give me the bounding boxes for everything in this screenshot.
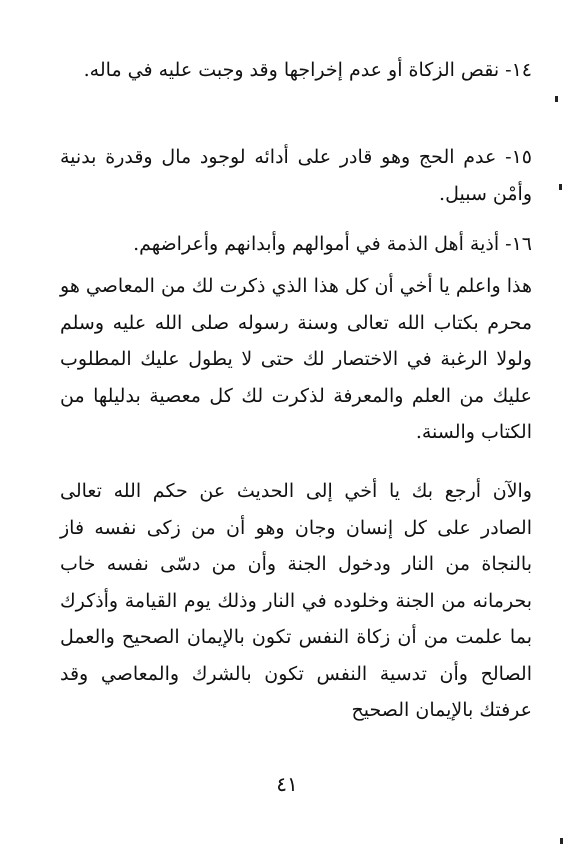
list-item: ١٦- أذية أهل الذمة في أموالهم وأبدانهم وأعراضهم. (133, 233, 532, 255)
page-number: ٤١ (276, 772, 298, 796)
list-item: ١٥- عدم الحج وهو قادر على أدائه لوجود مال وقدرة بدنية وأمْن سبيل. (60, 146, 532, 205)
body-paragraph: هذا واعلم يا أخي أن كل هذا الذي ذكرت لك من المعاصي هو محرم بكتاب الله تعالى وسنة رسوله صلى الله عليه وسلم ولولا الرغبة في الاختصار لك حتى لا يطول عليك المطلوب عليك من العلم والمعرفة لذكرت لك كل معصية بدليلها من الكتاب والسنة. (60, 275, 532, 443)
list-item: ١٤- نقص الزكاة أو عدم إخراجها وقد وجبت عليه في ماله. (83, 59, 532, 81)
margin-mark (560, 838, 563, 844)
margin-mark (555, 96, 558, 102)
body-paragraph: والآن أرجع بك يا أخي إلى الحديث عن حكم الله تعالى الصادر على كل إنسان وجان وهو أن من زكى نفسه فاز بالنجاة من النار ودخول الجنة وأن من دسّى نفسه خاب بحرمانه من الجنة وخلوده في النار وذلك يوم القيامة وأذكرك بما علمت من أن زكاة النفس تكون بالإيمان الصحيح والعمل الصالح وأن تدسية النفس تكون بالشرك والمعاصي وقد عرفتك بالإيمان الصحيح (60, 480, 532, 721)
margin-mark (559, 184, 562, 190)
